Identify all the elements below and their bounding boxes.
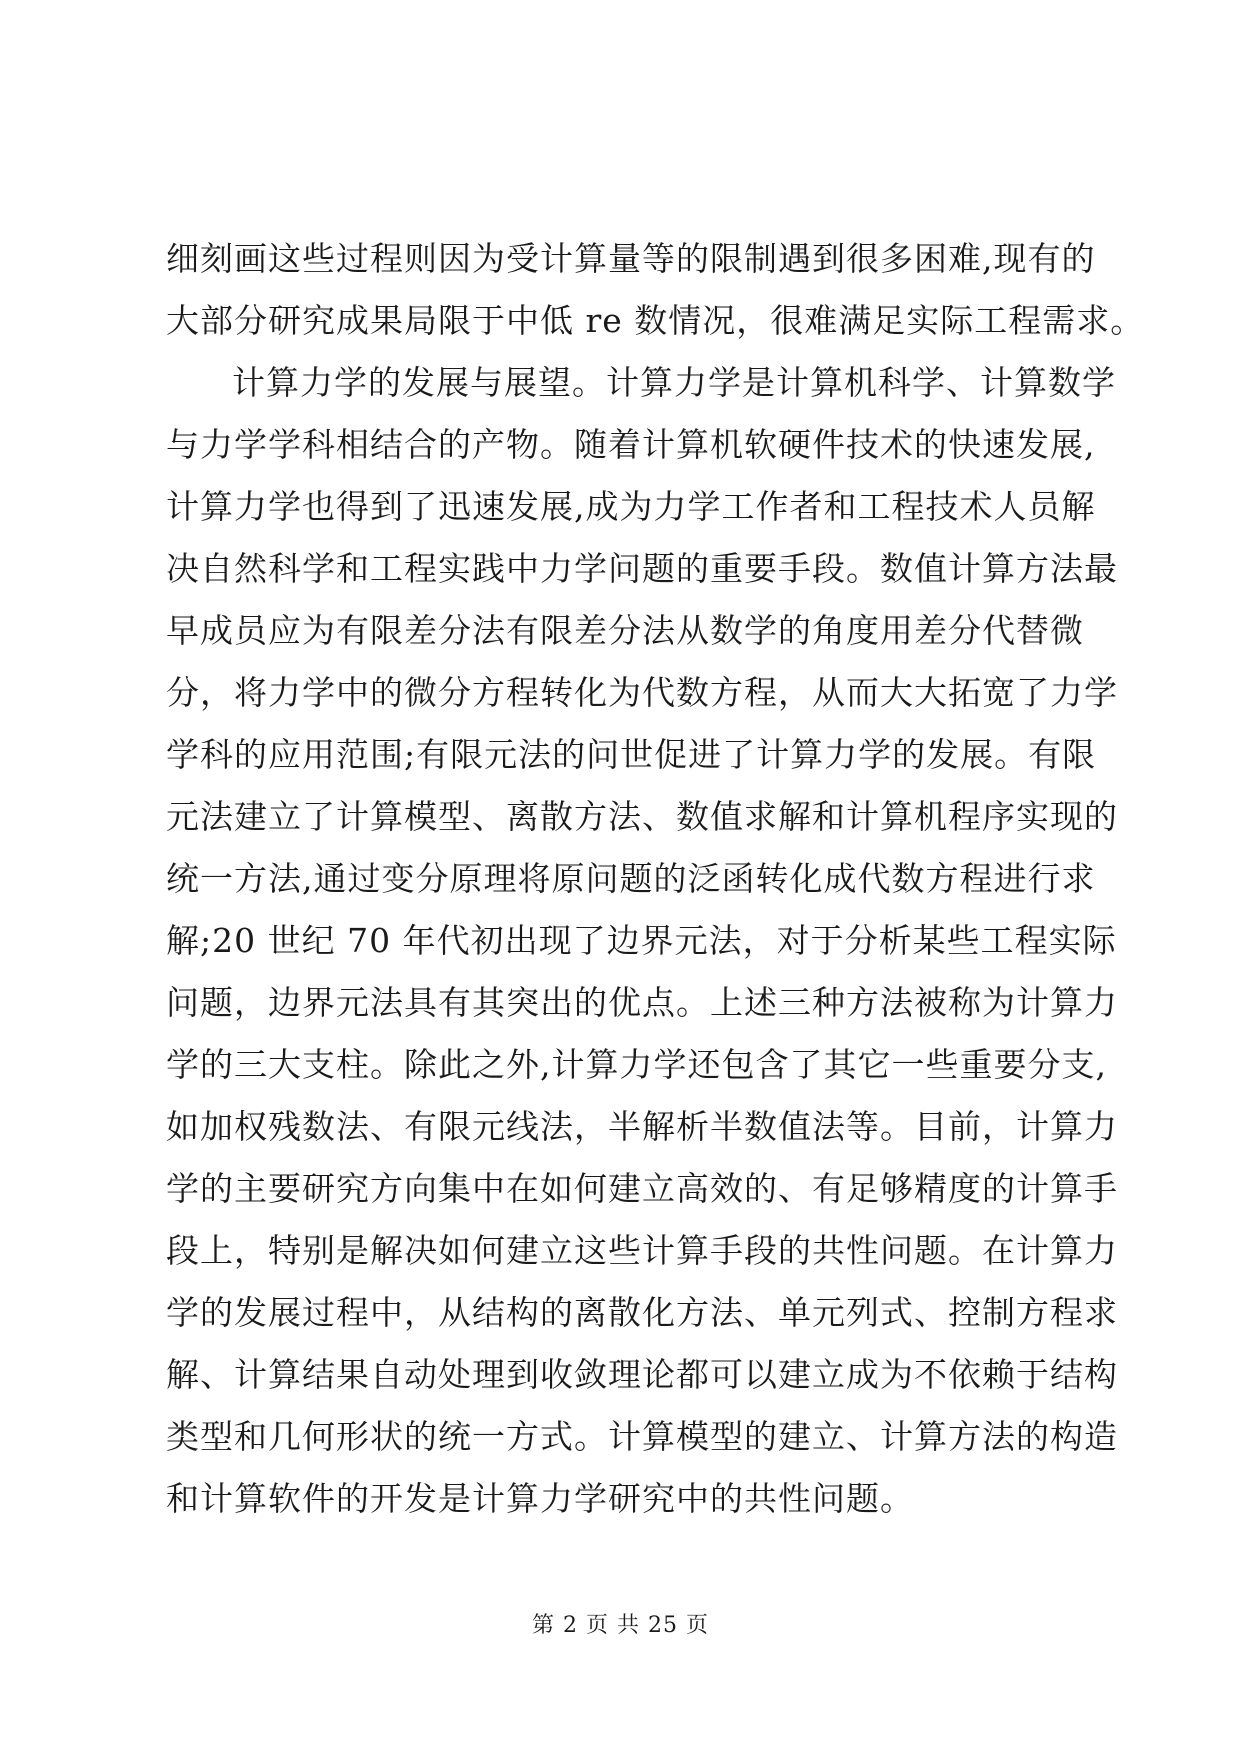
- text-line: 细刻画这些过程则因为受计算量等的限制遇到很多困难,现有的: [166, 239, 1096, 278]
- text-line: 问题，边界元法具有其突出的优点。上述三种方法被称为计算力: [166, 983, 1118, 1022]
- text-line: 学科的应用范围;有限元法的问世促进了计算力学的发展。有限: [166, 735, 1097, 774]
- page-footer: 第 2 页 共 25 页: [532, 1613, 709, 1638]
- paragraph-first-line: 计算力学的发展与展望。计算力学是计算机科学、计算数学: [232, 363, 1116, 402]
- text-line: 计算力学也得到了迅速发展,成为力学工作者和工程技术人员解: [166, 487, 1096, 526]
- text-line: 大部分研究成果局限于中低 re 数情况，很难满足实际工程需求。: [166, 301, 1145, 340]
- text-line: 元法建立了计算模型、离散方法、数值求解和计算机程序实现的: [166, 797, 1118, 836]
- text-line: 类型和几何形状的统一方式。计算模型的建立、计算方法的构造: [166, 1417, 1118, 1456]
- text-line: 分，将力学中的微分方程转化为代数方程，从而大大拓宽了力学: [166, 673, 1118, 712]
- text-line: 段上，特别是解决如何建立这些计算手段的共性问题。在计算力: [166, 1231, 1118, 1270]
- text-line: 解;20 世纪 70 年代初出现了边界元法，对于分析某些工程实际: [166, 921, 1117, 960]
- text-line: 学的主要研究方向集中在如何建立高效的、有足够精度的计算手: [166, 1169, 1118, 1208]
- text-line: 决自然科学和工程实践中力学问题的重要手段。数值计算方法最: [166, 549, 1118, 588]
- text-line: 学的发展过程中，从结构的离散化方法、单元列式、控制方程求: [166, 1293, 1118, 1332]
- body-text: [166, 228, 1145, 1530]
- text-line: 统一方法,通过变分原理将原问题的泛函转化成代数方程进行求: [166, 859, 1096, 898]
- text-line: 学的三大支柱。除此之外,计算力学还包含了其它一些重要分支,: [166, 1045, 1107, 1084]
- text-line: 如加权残数法、有限元线法，半解析半数值法等。目前，计算力: [166, 1107, 1118, 1146]
- text-line: 与力学学科相结合的产物。随着计算机软硬件技术的快速发展,: [166, 425, 1096, 464]
- text-line: 和计算软件的开发是计算力学研究中的共性问题。: [166, 1479, 914, 1518]
- text-line: 解、计算结果自动处理到收敛理论都可以建立成为不依赖于结构: [166, 1355, 1118, 1394]
- text-line: 早成员应为有限差分法有限差分法从数学的角度用差分代替微: [166, 611, 1084, 650]
